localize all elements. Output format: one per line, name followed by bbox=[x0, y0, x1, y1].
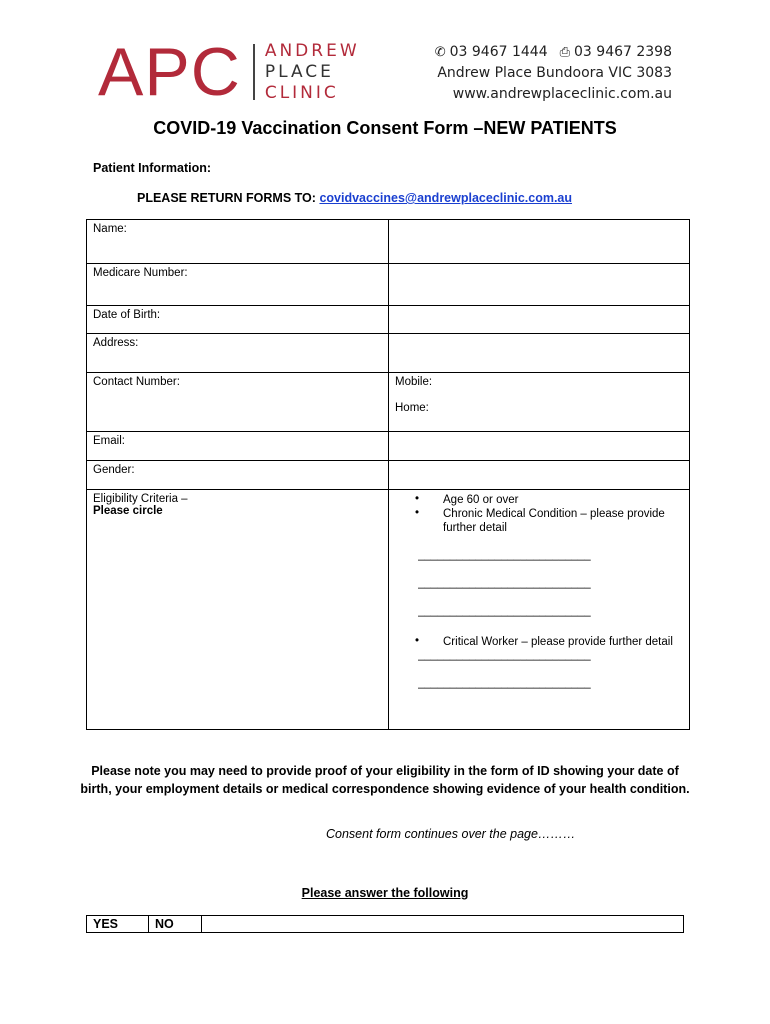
contact-label: Contact Number: bbox=[87, 373, 389, 432]
logo-word-andrew: ANDREW bbox=[264, 41, 360, 61]
medicare-field[interactable] bbox=[389, 264, 690, 306]
clinic-website[interactable]: www.andrewplaceclinic.com.au bbox=[452, 86, 672, 102]
bullet-icon: • bbox=[415, 507, 420, 519]
gender-field[interactable] bbox=[389, 461, 690, 490]
dob-label: Date of Birth: bbox=[87, 306, 389, 334]
option-age[interactable]: • Age 60 or over bbox=[415, 493, 519, 506]
chronic-detail-line-2[interactable]: ___________________________ bbox=[418, 577, 591, 589]
page-title: COVID-19 Vaccination Consent Form –NEW PATIENTS bbox=[153, 118, 617, 138]
logo-word-clinic: CLINIC bbox=[264, 83, 339, 103]
return-instructions bbox=[137, 191, 572, 205]
table-row bbox=[87, 916, 684, 933]
logo-words bbox=[265, 42, 360, 102]
mobile-label: Mobile: bbox=[395, 376, 433, 388]
eligibility-options bbox=[389, 490, 690, 730]
name-field[interactable] bbox=[389, 220, 690, 264]
table-row bbox=[87, 264, 690, 306]
name-label: Name: bbox=[87, 220, 389, 264]
yes-no-table bbox=[86, 915, 684, 933]
bullet-icon: • bbox=[415, 635, 420, 647]
chronic-detail-line-1[interactable]: ___________________________ bbox=[418, 549, 591, 561]
table-row bbox=[87, 306, 690, 334]
no-header: NO bbox=[149, 916, 202, 933]
eligibility-proof-note: Please note you may need to provide proof of your eligibility in the form of ID showing your date of birth, your employment details or medical correspondence showing evidence of your health condition. bbox=[80, 764, 690, 796]
eligibility-label: Eligibility Criteria – bbox=[93, 493, 188, 505]
email-label: Email: bbox=[87, 432, 389, 461]
chronic-detail-line-3[interactable]: ___________________________ bbox=[418, 605, 591, 617]
table-row bbox=[87, 220, 690, 264]
clinic-address: Andrew Place Bundoora VIC 3083 bbox=[437, 65, 672, 81]
return-label: PLEASE RETURN FORMS TO: bbox=[137, 191, 316, 205]
table-row bbox=[87, 334, 690, 373]
clinic-contact bbox=[435, 42, 672, 105]
eligibility-label-cell bbox=[87, 490, 389, 730]
option-chronic[interactable]: • Chronic Medical Condition – please provide further detail bbox=[415, 507, 665, 534]
bullet-icon: • bbox=[415, 493, 420, 505]
phone-icon: ✆ bbox=[434, 45, 446, 60]
table-row bbox=[87, 373, 690, 432]
gender-label: Gender: bbox=[87, 461, 389, 490]
contact-field[interactable] bbox=[389, 373, 690, 432]
logo-abbr: APC bbox=[98, 34, 241, 110]
patient-info-heading: Patient Information: bbox=[93, 161, 212, 175]
phone-number: 03 9467 1444 bbox=[449, 44, 548, 60]
medicare-label: Medicare Number: bbox=[87, 264, 389, 306]
eligibility-hint: Please circle bbox=[93, 505, 163, 517]
address-label: Address: bbox=[87, 334, 389, 373]
patient-info-table bbox=[86, 219, 690, 730]
email-field[interactable] bbox=[389, 432, 690, 461]
table-row bbox=[87, 432, 690, 461]
table-row bbox=[87, 461, 690, 490]
question-cell bbox=[202, 916, 684, 933]
fax-number: 03 9467 2398 bbox=[574, 44, 672, 60]
contact-phones bbox=[435, 42, 672, 63]
critical-detail-line-2[interactable]: ___________________________ bbox=[418, 677, 591, 689]
address-field[interactable] bbox=[389, 334, 690, 373]
table-row bbox=[87, 490, 690, 730]
yes-header: YES bbox=[87, 916, 149, 933]
answer-heading: Please answer the following bbox=[301, 886, 469, 900]
home-label: Home: bbox=[395, 402, 429, 414]
clinic-logo bbox=[98, 34, 360, 110]
return-email-link[interactable]: covidvaccines@andrewplaceclinic.com.au bbox=[319, 191, 573, 205]
logo-word-place: PLACE bbox=[264, 62, 334, 82]
logo-divider bbox=[253, 44, 255, 100]
dob-field[interactable] bbox=[389, 306, 690, 334]
continues-note: Consent form continues over the page……… bbox=[326, 827, 576, 841]
option-critical-worker[interactable]: • Critical Worker – please provide further detail bbox=[415, 635, 673, 648]
critical-detail-line-1[interactable]: ___________________________ bbox=[418, 649, 591, 661]
fax-icon: ⎙ bbox=[559, 45, 571, 60]
